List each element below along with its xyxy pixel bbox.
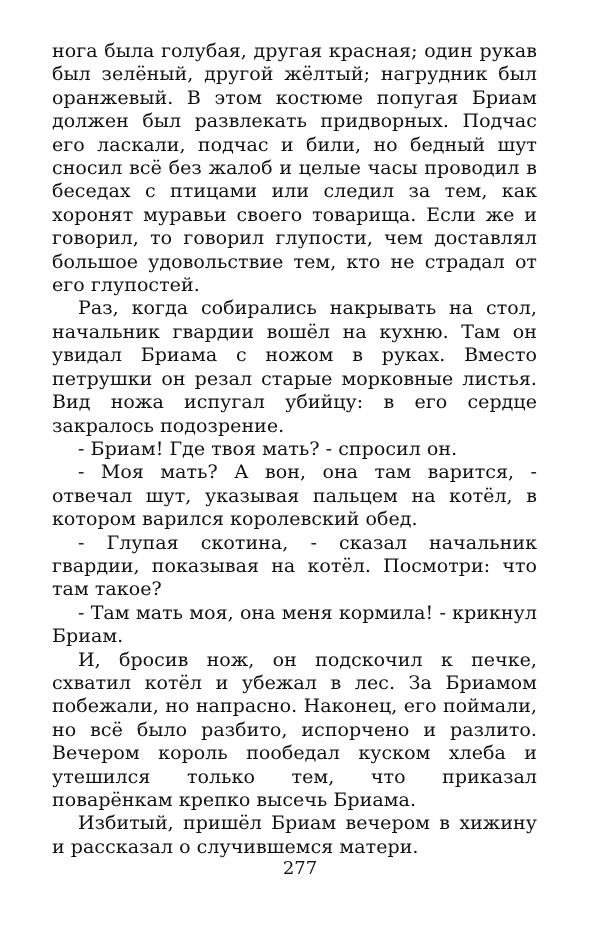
paragraph-2: Раз, когда собирались накрывать на стол, начальник гвардии вошёл на кухню. Там он увидал Бриама с ножом в руках. Вместо петрушки он резал старые морковные листья. Вид ножа испугал убийцу: в его сердце закралось подозрение. bbox=[52, 297, 537, 437]
paragraph-7: И, бросив нож, он подскочил к печке, схватил котёл и убежал в лес. За Бриамом побежали, но напрасно. Наконец, его поймали, но всё было разбито, испорчено и разлито. Вечером король пообедал куском хлеба и утешился только тем, что приказал поварёнкам крепко высечь Бриама. bbox=[52, 648, 537, 811]
paragraph-5: - Глупая скотина, - сказал начальник гвардии, показывая на котёл. Посмотри: что там такое? bbox=[52, 531, 537, 601]
paragraph-6: - Там мать моя, она меня кормила! - крикнул Бриам. bbox=[52, 601, 537, 648]
paragraph-8: Избитый, пришёл Бриам вечером в хижину и рассказал о случившемся матери. bbox=[52, 812, 537, 858]
page-body bbox=[52, 40, 537, 859]
paragraph-4: - Моя мать? А вон, она там варится, - отвечал шут, указывая пальцем на котёл, в котором варился королевский обед. bbox=[52, 461, 537, 531]
paragraph-1: нога была голубая, другая красная; один рукав был зелёный, другой жёлтый; нагрудник был оранжевый. В этом костюме попугая Бриам должен был развлекать придворных. Подчас его ласкали, подчас и били, но бедный шут сносил всё без жалоб и целые часы проводил в беседах с птицами или следил за тем, как хоронят муравьи своего товарища. Если же и говорил, то говорил глупости, чем доставлял большое удовольствие тем, кто не страдал от его глупостей. bbox=[52, 40, 537, 297]
page-number: 277 bbox=[282, 858, 318, 879]
paragraph-3: - Бриам! Где твоя мать? - спросил он. bbox=[78, 437, 458, 460]
